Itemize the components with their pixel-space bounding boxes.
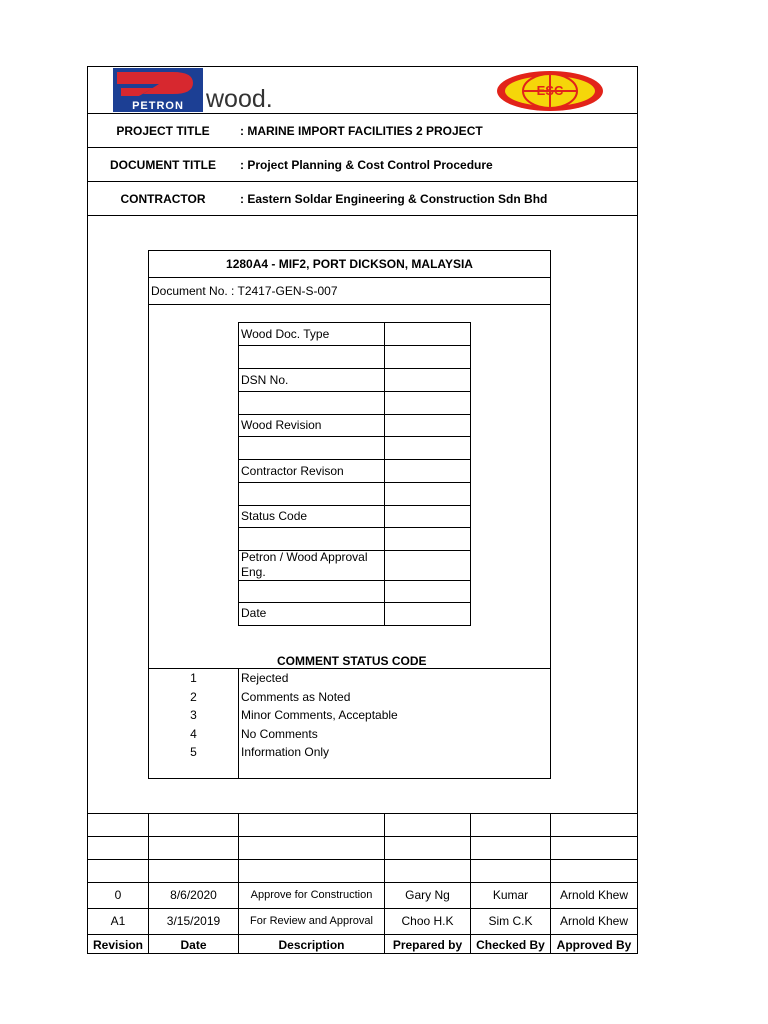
esc-logo-text: ESC bbox=[536, 83, 564, 98]
status-code-label: No Comments bbox=[241, 727, 318, 741]
revision-prepared-cell: Choo H.K bbox=[401, 914, 454, 928]
field-dsn-no: DSN No. bbox=[241, 373, 289, 387]
revision-date-cell: 8/6/2020 bbox=[170, 888, 217, 902]
header-prepared-by: Prepared by bbox=[392, 938, 463, 952]
comment-status-title: COMMENT STATUS CODE bbox=[277, 654, 427, 668]
status-code-number: 2 bbox=[190, 690, 197, 704]
revision-approved-cell: Arnold Khew bbox=[559, 914, 629, 928]
doc-box-title: 1280A4 - MIF2, PORT DICKSON, MALAYSIA bbox=[226, 257, 473, 271]
petron-logo-text: PETRON bbox=[132, 100, 184, 112]
field-approval-eng: Petron / Wood Approval Eng. bbox=[241, 550, 368, 579]
contractor-value: : Eastern Soldar Engineering & Construction Sdn Bhd bbox=[240, 192, 548, 206]
field-contractor-revision: Contractor Revison bbox=[241, 464, 344, 478]
status-code-number: 5 bbox=[190, 745, 197, 759]
wood-logo: wood. bbox=[206, 85, 273, 113]
status-code-label: Minor Comments, Acceptable bbox=[241, 708, 398, 722]
project-title-value: : MARINE IMPORT FACILITIES 2 PROJECT bbox=[240, 124, 483, 138]
petron-logo bbox=[113, 68, 203, 112]
field-status-code: Status Code bbox=[241, 509, 308, 523]
header-approved-by: Approved By bbox=[556, 938, 632, 952]
header-date: Date bbox=[180, 938, 207, 952]
status-code-number: 3 bbox=[190, 708, 197, 722]
esc-logo bbox=[496, 70, 604, 112]
revision-cell: A1 bbox=[110, 914, 126, 928]
revision-date-cell: 3/15/2019 bbox=[166, 914, 221, 928]
field-wood-revision: Wood Revision bbox=[241, 418, 322, 432]
contractor-label: CONTRACTOR bbox=[120, 192, 206, 206]
field-date: Date bbox=[241, 606, 267, 620]
header-checked-by: Checked By bbox=[476, 938, 545, 952]
status-code-label: Comments as Noted bbox=[241, 690, 351, 704]
status-code-label: Information Only bbox=[241, 745, 330, 759]
revision-prepared-cell: Gary Ng bbox=[405, 888, 450, 902]
status-code-number: 4 bbox=[190, 727, 197, 741]
revision-approved-cell: Arnold Khew bbox=[559, 888, 629, 902]
document-number: Document No. : T2417-GEN-S-007 bbox=[151, 284, 338, 298]
revision-checked-cell: Kumar bbox=[492, 888, 529, 902]
revision-checked-cell: Sim C.K bbox=[488, 914, 533, 928]
document-title-value: : Project Planning & Cost Control Procedure bbox=[240, 158, 493, 172]
field-wood-doc-type: Wood Doc. Type bbox=[241, 327, 330, 341]
revision-description-cell: Approve for Construction bbox=[250, 889, 373, 901]
header-description: Description bbox=[278, 938, 345, 952]
revision-description-cell: For Review and Approval bbox=[250, 915, 373, 927]
project-title-label: PROJECT TITLE bbox=[116, 124, 210, 138]
status-code-number: 1 bbox=[190, 671, 197, 685]
header-revision: Revision bbox=[92, 938, 143, 952]
status-code-label: Rejected bbox=[241, 671, 289, 685]
document-title-label: DOCUMENT TITLE bbox=[110, 158, 216, 172]
revision-cell: 0 bbox=[114, 888, 122, 902]
